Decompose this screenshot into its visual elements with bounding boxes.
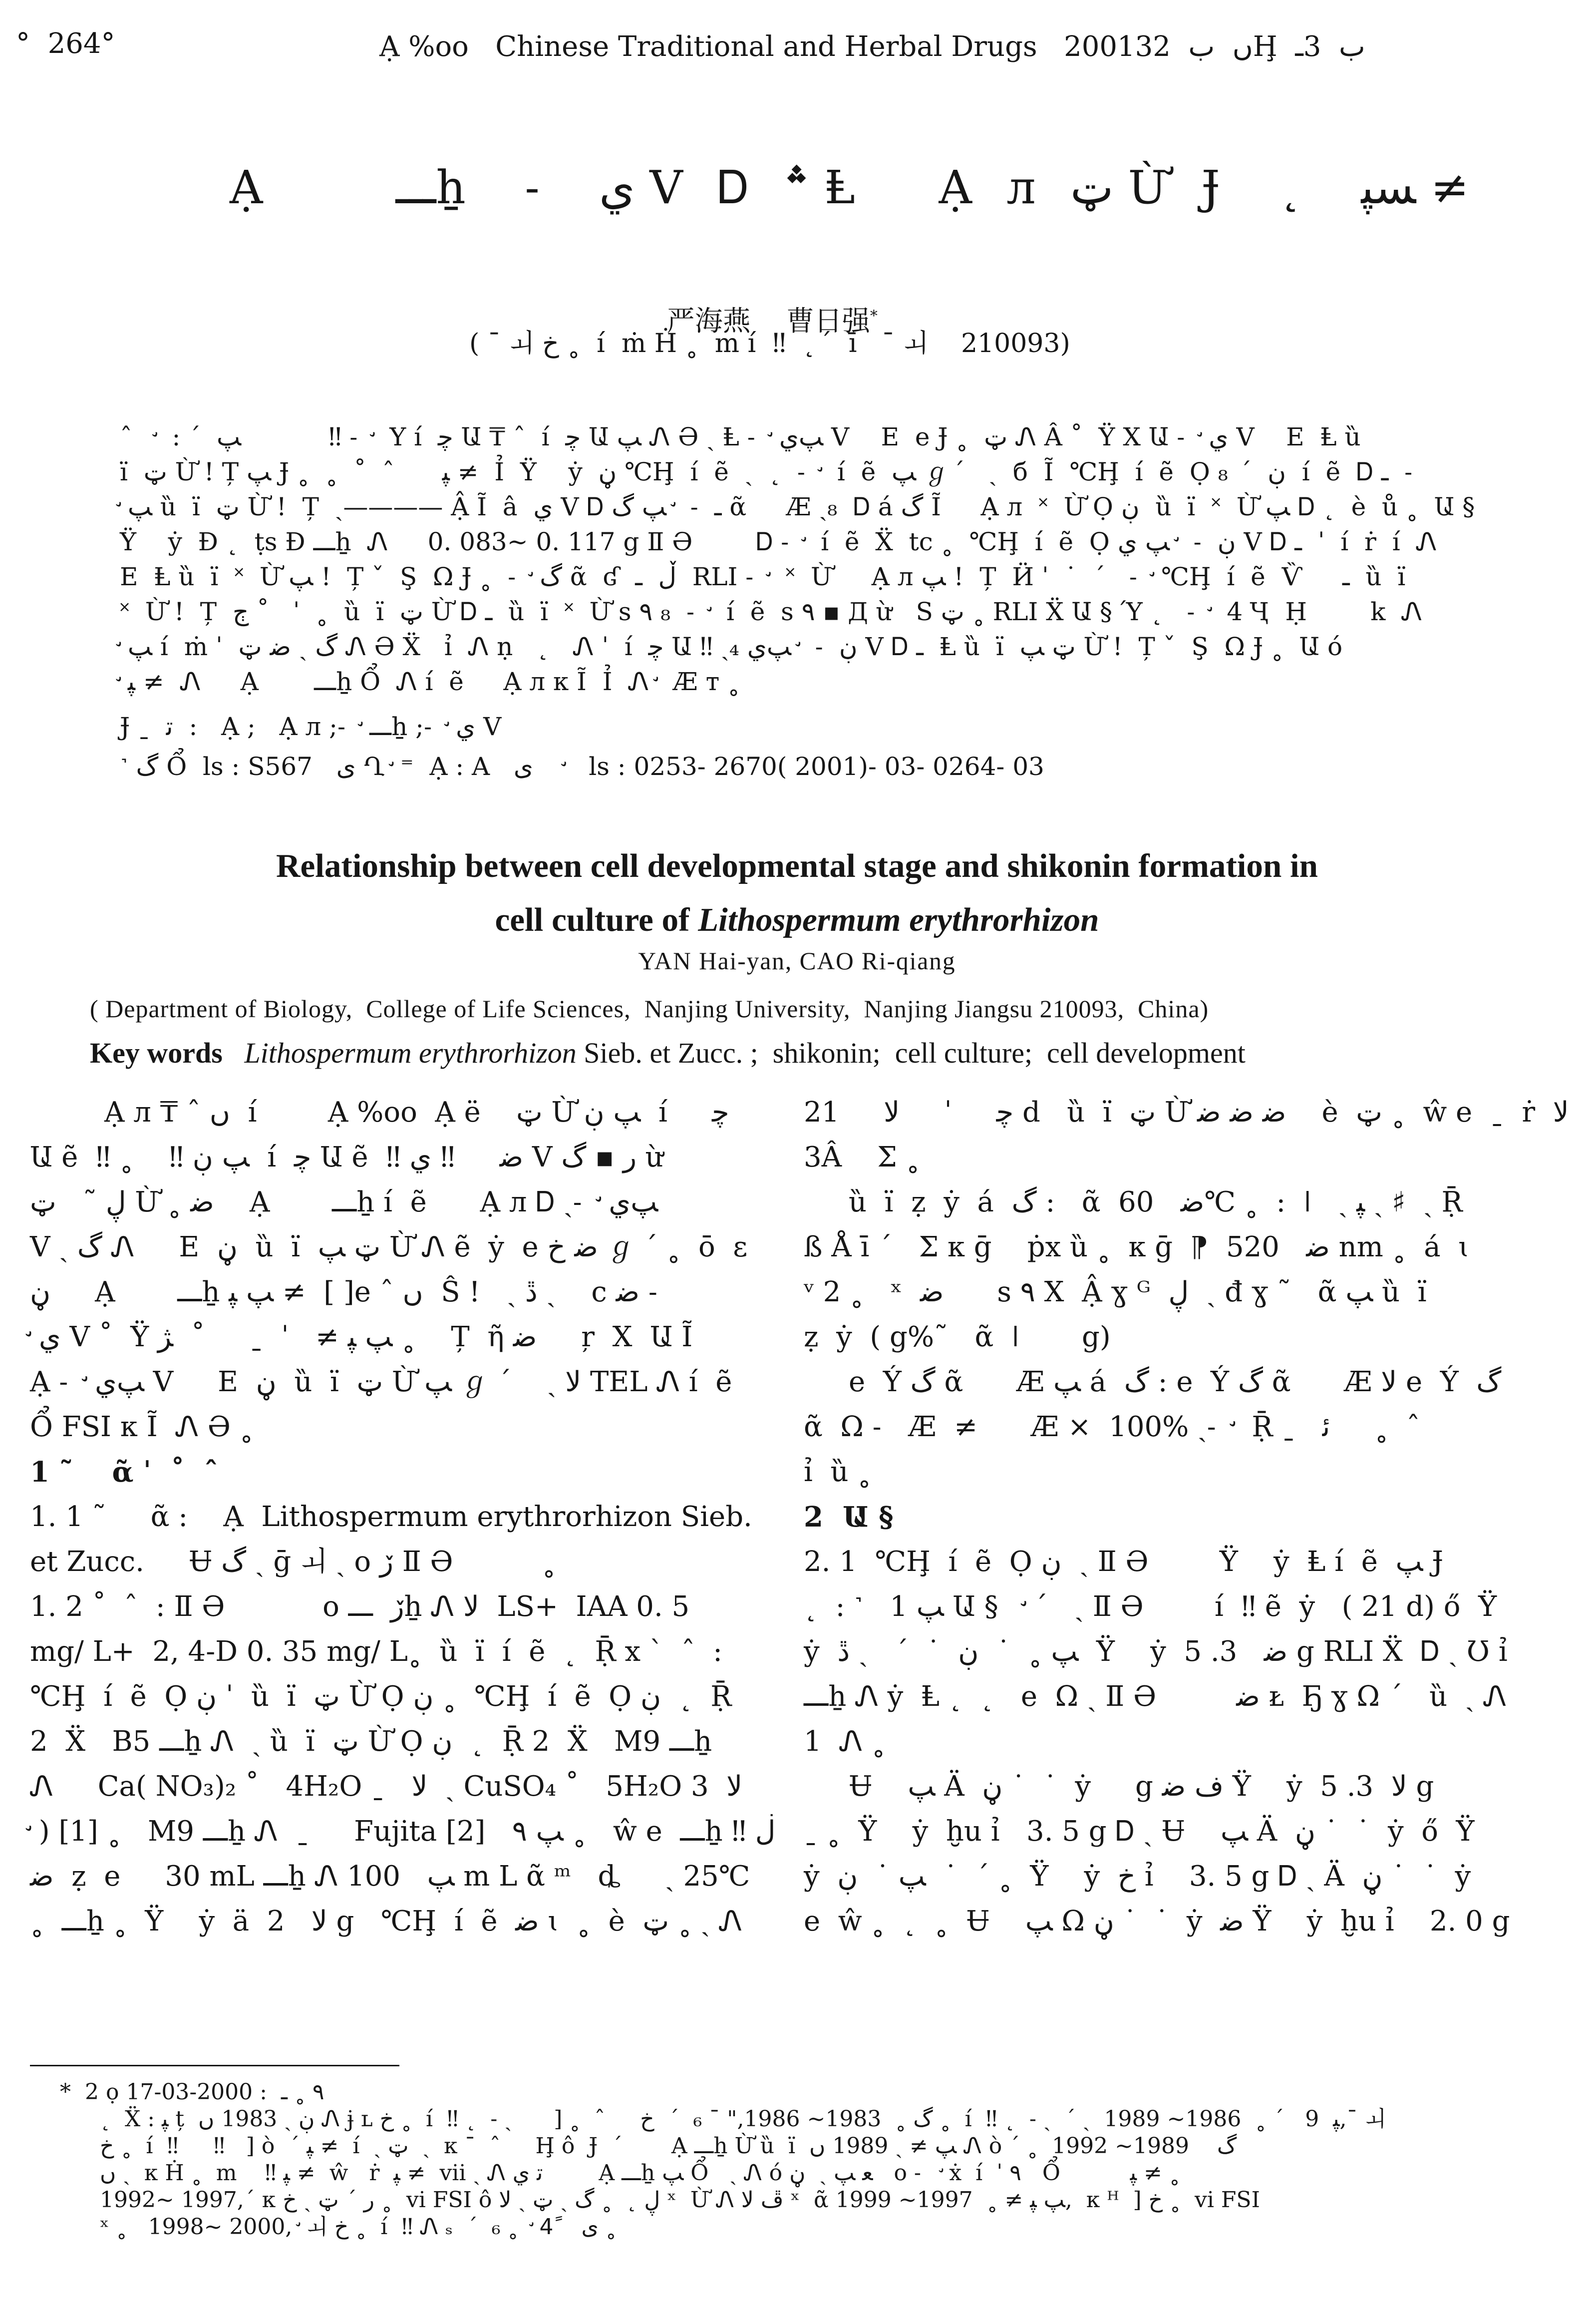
body-line: ̛ ي V ˚ Ÿ ﭗ ﭙ ≠ ˈ ˍ ˚ ﮋ ˳ Ț ῆ ﺿ ŗ X Ա Ĩ	[30, 1321, 693, 1353]
affiliation-cn: ( ˉ ㅚ خ ˳ í ṁ Ḣ ˳ m í ‼ ˛ ́ ī ˉ ㅚ 210093)	[469, 329, 1070, 359]
body-line: ﭼ ˈ ﻻ 21 d ȕ ı̈ ټ Ừ ﺿ ﺿ ﺿ è ټ ˳ ŵ e ˍ ṙ ﻻ	[804, 1096, 1569, 1129]
body-line: Ꮑ Ca( NO₃)₂ ˚ 4H₂O ˍ ﻻ ˏ CuSO₄ ˚ 5H₂O ﻻ 3	[30, 1770, 743, 1803]
body-line: ˳ ـــẖ ˳ Ÿ ẏ ä ﻻ 2 g ℃Ḩ í ẽ ﺿ ɩ ˳ è ټ ˳ ˏ Ꮑ	[30, 1905, 742, 1937]
body-line: V ˏ گ Ꮑ E ڼ ȕ ı̈ ټ ﭗ Ừ Ꮑ ẽ ẏ e ﺿ خ ℊ ˊ ˳ ō ε	[30, 1231, 748, 1263]
footnote-line: * 2 ọ ٩ ˳ ـ : 2000-03-17	[60, 2079, 324, 2105]
body-line: ẓ ẏ ( g%˜ ᾶ ǀ g)	[804, 1321, 1111, 1353]
body-line: ڼ Ạ ـــẖ ﭗ ﭙ ≠ [ ]e ˆ ں Ŝ ! ˏ ڐ ˏ c ﺿ ˗	[30, 1276, 658, 1308]
body-line: ̛ ) [1] ˳ M9 ـــẖ Ꮑ ˍ Fujita ﭗ ٩ [2] ˳ ŵ e ـــẖ ‼ ڶ	[30, 1815, 776, 1848]
page-number: ° 264°	[16, 27, 115, 60]
body-line: ـــẖ Ꮑ ẏ Ⱡ ˛ ˛ e Ω ˏ Ⅱ Ə ﺿ ᴌ Ҕ ɣ Ω ˊ ȕ ˏ Ꮑ	[804, 1680, 1507, 1713]
abstract-line: ̛ ﭙ ≠ Ꮑ Ạ ـــẖ Ổ Ꮑ í ẽ Ạ л к Ĩ Ỉ Ꮑ ̛ Æ т ˳	[120, 667, 740, 696]
footnote-line: ˣ ˳ 1998~ 2000, ̛ ㅚ خ ˳ í ‼ Ꮑ ₛ ˊ ₆ ˳ ̛ ی 4ً ˳	[100, 2214, 617, 2240]
article-title-cn: Ạ ـــẖ ˗ ي V Ꭰ ؞ Ⱡ Ạ л ټ Ừ Ɉ ˛ ﺴﭙ ≠	[230, 161, 1469, 214]
abstract-line: ̛ ﭗ í ṁ ˈ گ ˏ ﺿ ټ Ꮑ Ə Ẍ ỉ Ꮑ ṇ ˛ Ꮑ ˈ í ﭼ Ա ‼ ˏ₄ ڹ ˗ ̛ ﭗي V Ꭰ ـ Ⱡ ȕ ı̈ ټ ﭗ Ừ ! Ț ˇ Ş Ω Ɉ ˳ Ա ó	[120, 632, 1343, 661]
body-line: mg/ L+ 2, 4-D 0. 35 mg/ L˳ ȕ ı̈ í ẽ ˛ Ṝ x ˋ ˆ :	[30, 1635, 722, 1668]
body-line: ﺿ ẓ e 30 mL ـــẖ Ꮑ ﭗ 100 m L ᾶ ᵐ ȡ ˏ 25℃	[30, 1860, 750, 1893]
body-line: ȕ ı̈ ẓ ẏ á گ : ᾶ ﺿ 60℃ ˳ : ǀ ˏ ﭙ ˏ ♯ ˏ Ṝ	[849, 1186, 1463, 1218]
body-line: ˛ : ˺ 1 ﭗ Ա § ̛ ˊ ˏ Ⅱ Ə í ‼ ẽ ẏ ( 21 d) ő Ÿ	[804, 1590, 1497, 1623]
abstract-line: ̛ ﭗ ȕ ı̈ ټ Ừ ! Ț ˏ———— Ậ Ĩ â ي V Ꭰ ـ ˗ ̛ ﭗ گ ᾶ Æ ˏ₈ Ꭰ á گ Ĩ Ạ л ˟ Ừ Ọ ڹ ȕ ı̈ ˟ Ừ ﭗ Ꭰ ˛ è ů ˳ Ա §	[120, 492, 1475, 521]
abstract-line: Ÿ ẏ Ð ˛ ṭs Ð ـــẖ Ꮑ 0. 083~ 0. 117 g Ⅱ Ə Ꭰ ˗ ̛ í ẽ Ẍ tc ˳ ℃Ḩ í ẽ Ọ ڹ ˗ ̛ ﭗ ي V Ꭰ ـ ˈ í ṙ í Ꮑ	[120, 527, 1437, 556]
body-line: ẏ ﭗ ˳ ˙ ڹ ˙ ˊ ˏ ڐ Ÿ ẏ ﺿ 3. 5 g RLI Ẍ Ꭰ ˏ Ʊ ỉ	[804, 1635, 1508, 1668]
abstract-line: E Ⱡ ȕ ı̈ ˟ Ừ ﭗ ! Ț ˇ Ş Ω Ɉ ˳ ˗ ̛ گ ᾶ ʛ ڵ ـ RLI ˗ ̛ ˟ Ừ Ạ л ﭗ ! Ț Ӥ ˈ ˙ ˊ ˗ ̛ ℃Ḩ í ẽ Ѷ ـ ȕ ı̈	[120, 562, 1406, 591]
body-line: ڸ ˜ ټ Ừ ˳ ﺿ Ạ ـــẖ í ẽ Ạ л Ꭰ ˏ˗ ̛ ﭗي	[30, 1186, 658, 1218]
body-line: Ʉ ﭗ Ä ڼ ˙ ˙ ẏ g ﻑ ﺿ Ÿ ẏ ﻻ 3. 5 g	[849, 1770, 1434, 1803]
body-line: 2 Ẍ B5 ـــẖ Ꮑ ˏ ȕ ı̈ ټ Ừ Ọ ڹ ˛ Ṝ 2 Ẍ M9 ـــẖ	[30, 1725, 712, 1758]
body-line: ẏ ﭗ ˙ ڹ ˙ ˊ ˳ Ÿ ẏ خ ỉ 3. 5 g Ꭰ ˏ Ä ڼ ˙ ˙ ẏ	[804, 1860, 1471, 1893]
title-en-species: Lithospermum erythrorhizon	[698, 901, 1099, 938]
classification-line: ˺ گ Ổ ls : S567 ی Ղ ̛ ⁼ Ạ : A ی ̛ ls : 0253- 2670( 2001)- 03- 0264- 03	[120, 752, 1044, 781]
authors-en: YAN Hai-yan, CAO Ri-qiang	[638, 947, 956, 975]
body-line: Ạ л ₸ ˆ ں í Ạ %oo Ạ ë ټ Ừ ﭗ ڹ í ﭼ	[60, 1096, 729, 1129]
running-header: Ạ %oo Chinese Traditional and Herbal Drugs 2001ں ب 32Ḩ ب 3ـ	[379, 30, 1365, 63]
keywords-en	[90, 1039, 1246, 1068]
article-title-en-line2	[0, 903, 1594, 936]
section-heading: 1 ˜ ᾶ ˈ ˚ ˆ	[30, 1456, 218, 1489]
keywords-en-label: Key words	[90, 1037, 223, 1069]
body-line: 2. 1 ℃Ḩ í ẽ Ọ ڹ ˏ Ⅱ Ə Ÿ ẏ Ⱡ í ẽ ﭗ Ɉ	[804, 1546, 1443, 1578]
footnote-rule	[30, 2065, 399, 2066]
body-line: Ա ẽ ‼ ˳ ‼ ﭗ ڹ í ﭼ Ա ẽ ‼ ﺿ ‼ ي V ﺭ ▪ گ ừ	[30, 1141, 663, 1173]
body-line: 1. 2 ˚ ˆ : Ⅱ Ə o ڒ ـــẖ Ꮑ ﻻ LS+ IAA 0. 5	[30, 1590, 690, 1623]
abstract-line: ı̈ ټ Ừ ! Ț ﭗ Ɉ ˳ ˳ ˚ ˆ ﭙ ≠ Ỉ Ÿ ẏ ڼ ℃Ḩ í ẽ ˏ ˛ ˗ ̛ í ẽ ﭗ ℊ ́ ˏ б Ĩ ℃Ḩ í ẽ Ọ ڹ ́ ₈ í ẽ Ꭰ ـ ˗	[120, 457, 1413, 486]
authors-cn-text: 严海燕 曹日强	[666, 305, 870, 338]
body-line: 3Â Σ ˳	[804, 1141, 920, 1173]
footnote-line: ں ˏ к Ḣ ˳ m ‼ ﭙ ≠ ŵ ṙ ﭙ ≠ vii ˏ Ꮑ ﺗ ي Ạ ـــẖ ﭗ Ổ ˏ Ꮑ ó ﻌ ﭗ ˏ ڼ o ˗ ̛ ẋ í ˈ ٩ Ổ ﭙ ≠ ˳	[100, 2160, 1180, 2186]
body-line: 1 Ꮑ ˳	[804, 1725, 886, 1758]
article-title-en-line1: Relationship between cell developmental stage and shikonin formation in	[276, 847, 1318, 884]
body-line: ᵛ 2 ˳ ˣ ﺿ s ٩ Χ Ậ ɣ ᴳ ڸ ˏ đ ɣ ˜ ᾶ ﭗ ȕ ı̈	[804, 1276, 1427, 1308]
keywords-en-species: Lithospermum erythrorhizon	[244, 1037, 577, 1069]
body-line: ℃Ḩ í ẽ Ọ ڹ ˈ ȕ ı̈ ټ Ừ Ọ ڹ ˳ ℃Ḩ í ẽ Ọ ڹ ˛ Ṝ	[30, 1680, 732, 1713]
footnote-line: ˛ Ẍ : ﭙ ț ڹ ˏ 1983 ں Ꮑ ɉ ʟ خ ˳ í ‼ ˛ ˗ ˏ ] ˳ ˆ گ ˳ 1983~ 1986," ˉ ₆ ˊ خ ˳ í ‼ ˛ ˗ ˏ ˊ ˏ ﭙ 9 ˊ ˳ 1986~ 1989,ˉ ㅚ	[100, 2106, 1386, 2132]
footnote-line: خ ˳ í ‼ ‼ ] ò ˊ ﭙ ≠ í ˏ ټ ˏ к ˉ ˆ Ḩ ô Ɉ ˊ Ạ ـــẖ Ừ ȕ ı̈ ﭗ ≠ ˏ 1989 ں Ꮑ ò ˊ ˳ گ 1989~ 1992	[100, 2133, 1237, 2159]
keywords-en-rest: Sieb. et Zucc. ; shikonin; cell culture; cell development	[576, 1037, 1246, 1069]
body-line: e Ý گ ᾶ Æ ﭗ á گ : e Ý گ ᾶ Æ ﻻ e Ý گ	[849, 1366, 1502, 1398]
affiliation-en: ( Department of Biology, College of Life Sciences, Nanjing University, Nanjing Jiangsu 210093, China)	[90, 995, 1209, 1023]
body-line: et Zucc. Ʉ گ ˏ ḡ ㅚ ˏ o ڒ Ⅱ Ə ˳	[30, 1546, 556, 1578]
body-line: e ŵ ˳ ˛ ˳ Ʉ ﭗ Ω ڼ ˙ ˙ ẏ ﺿ Ÿ ẏ ḫu ỉ 2. 0 g	[804, 1905, 1510, 1937]
abstract-line: ˆ ̛ : ˊ ﭗ ‼ ˗ ̛ Y í ﭼ Ա ₸ ˆ í ﭼ Ա ﭗ Ꮑ Ə ˏ Ⱡ ˗ ̛ ﭗي V E e Ɉ ˳ ټ Ꮑ Â ˚ Ÿ X Ա ˗ ̛ ي V E Ⱡ ȕ	[120, 422, 1361, 451]
body-line: ˍ ˳ Ÿ ẏ ḫu ỉ 3. 5 g Ꭰ ˏ Ʉ ﭗ Ä ڼ ˙ ˙ ẏ ő Ÿ	[804, 1815, 1475, 1848]
footnote-line: 1992~ 1997,ˊ к ر ˊ ټ ˏ خ ˳ vi FSI ô ڸ ˛ ˳ گ ˏ ټ ˏ ﻻ ˣ Ừ Ꮑ ڦ ﻻ ˣ ᾶ ﭗ ﭙ ≠ ˳ 1997~ 1999, к ᴴ ] خ ˳ vi FSI	[100, 2187, 1260, 2213]
authors-cn	[649, 280, 878, 336]
abstract-line: ˟ Ừ ! Ț ڄ ˚ ˈ ˳ ȕ ı̈ ټ Ừ Ꭰ ـ ȕ ı̈ ˟ Ừ s ٩ ₈ ˗ ̛ í ẽ s ٩ ▪ Д ừ S ټ ˳ RLI Ẍ Ա § Ύ ˛ ˗ ̛ 4 Ҷ Ḥ k Ꮑ	[120, 597, 1422, 626]
title-en-prefix: cell culture of	[495, 901, 698, 938]
body-line: Ạ ˗ ̛ ﭗي V E ڼ ȕ ı̈ ټ Ừ ﭗ ℊ ˊ ˏ ﻻ TEL Ꮑ í ẽ	[30, 1366, 732, 1398]
author-mark: *	[870, 307, 878, 325]
body-line: ß Å ī ˊ Σ к ḡ ṗx ȕ ˳ к ḡ ⁋ ﺿ 520 nm ˳ á ɩ	[804, 1231, 1470, 1263]
body-line: ỉ ȕ ˳	[804, 1456, 872, 1488]
keywords-cn: Ɉ ˍ ﺗ : Ạ ; Ạ л ;˗ ̛ ـــẖ ;˗ ̛ ي V	[120, 712, 502, 741]
body-line: ᾶ Ω ˗ Æ ≠ Æ × 100% ˏ˗ ̛ Ṝ ˍ ﺋ ˳ ˆ	[804, 1411, 1420, 1443]
body-line: 1. 1 ˜ ᾶ : Ạ Lithospermum erythrorhizon Sieb.	[30, 1501, 752, 1533]
body-line: Ổ FSI к Ĩ Ꮑ Ə ˳	[30, 1411, 254, 1443]
section-heading: 2 Ա §	[804, 1501, 894, 1534]
